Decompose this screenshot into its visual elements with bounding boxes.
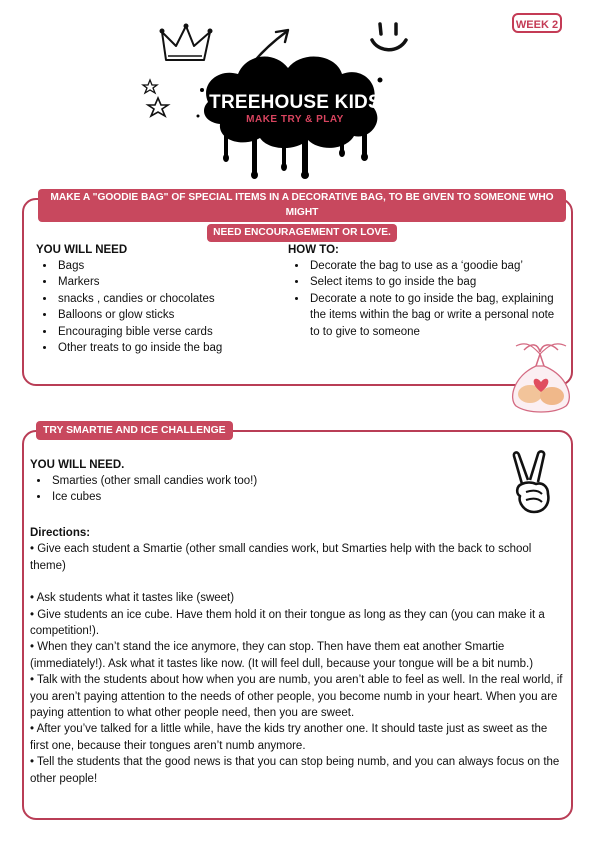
list-item: • Decorate the bag to use as a ‘goodie bag’ bbox=[308, 258, 563, 274]
list-item: • snacks , candies or chocolates bbox=[56, 291, 276, 307]
needs-heading: YOU WILL NEED. bbox=[30, 459, 125, 471]
smartie-directions bbox=[30, 525, 565, 787]
week-badge: WEEK 2 bbox=[512, 13, 562, 33]
direction-step: • Give students an ice cube. Have them hold it on their tongue as long as they can (you can make it a competition!). bbox=[30, 608, 545, 638]
needs-heading: YOU WILL NEED bbox=[36, 244, 128, 256]
smartie-challenge-banner bbox=[36, 420, 233, 440]
direction-step: • When they can’t stand the ice anymore, they can stop. Then have them eat another Smartie (immediately!). Ask what it tastes like now. (It will feel dull, because your tongue will be a bit numb.) bbox=[30, 641, 534, 670]
howto-heading: HOW TO: bbox=[288, 244, 339, 256]
direction-step: • Give each student a Smartie (other small candies work, but Smarties help with the back to school theme) bbox=[30, 543, 532, 572]
list-item: • Other treats to go inside the bag bbox=[56, 340, 276, 356]
list-item: • Decorate a note to go inside the bag, explaining the items within the bag or write a personal note to to give to someone bbox=[308, 291, 563, 340]
list-item: • Ice cubes bbox=[50, 489, 430, 505]
list-item: • Markers bbox=[56, 274, 276, 290]
directions-heading: Directions: bbox=[30, 527, 91, 539]
goodie-bag-banner-line2: NEED ENCOURAGEMENT OR LOVE. bbox=[207, 224, 397, 242]
page-title: TREEHOUSE KIDS bbox=[209, 92, 381, 113]
list-item: • Select items to go inside the bag bbox=[308, 274, 563, 290]
list-item: • Encouraging bible verse cards bbox=[56, 324, 276, 340]
smartie-needs bbox=[30, 459, 430, 506]
goodie-bag-needs bbox=[36, 244, 276, 356]
list-item: • Bags bbox=[56, 258, 276, 274]
goodie-bag-banner-line1: MAKE A "GOODIE BAG" OF SPECIAL ITEMS IN A DECORATIVE BAG, TO BE GIVEN TO SOMEONE WHO MIGHT bbox=[38, 189, 566, 222]
goodie-bag-howto bbox=[288, 244, 563, 340]
goodie-bag-banner bbox=[38, 189, 566, 242]
peace-hand-icon bbox=[508, 450, 558, 518]
direction-step: • Talk with the students about how when you are numb, you aren’t able to feel as well. In the real world, if you aren’t paying attention to the needs of other people, you become numb in your heart. When you are paying attention to what other people need, then you are sweet. bbox=[30, 674, 563, 720]
direction-step: • Tell the students that the good news is that you can stop being numb, and you can always focus on the other people! bbox=[30, 756, 560, 785]
direction-step: • Ask students what it tastes like (sweet) bbox=[30, 592, 235, 605]
page-subtitle: MAKE TRY & PLAY bbox=[246, 114, 344, 125]
direction-step: • After you’ve talked for a little while, have the kids try another one. It should taste just as sweet as the first one, because their tongues aren’t numb anymore. bbox=[30, 723, 548, 752]
list-item: • Balloons or glow sticks bbox=[56, 307, 276, 323]
stars-icon bbox=[140, 78, 176, 120]
smartie-challenge-banner-text: TRY SMARTIE AND ICE CHALLENGE bbox=[36, 421, 233, 440]
list-item: • Smarties (other small candies work too!) bbox=[50, 473, 430, 489]
goodie-bag-icon bbox=[502, 336, 580, 416]
